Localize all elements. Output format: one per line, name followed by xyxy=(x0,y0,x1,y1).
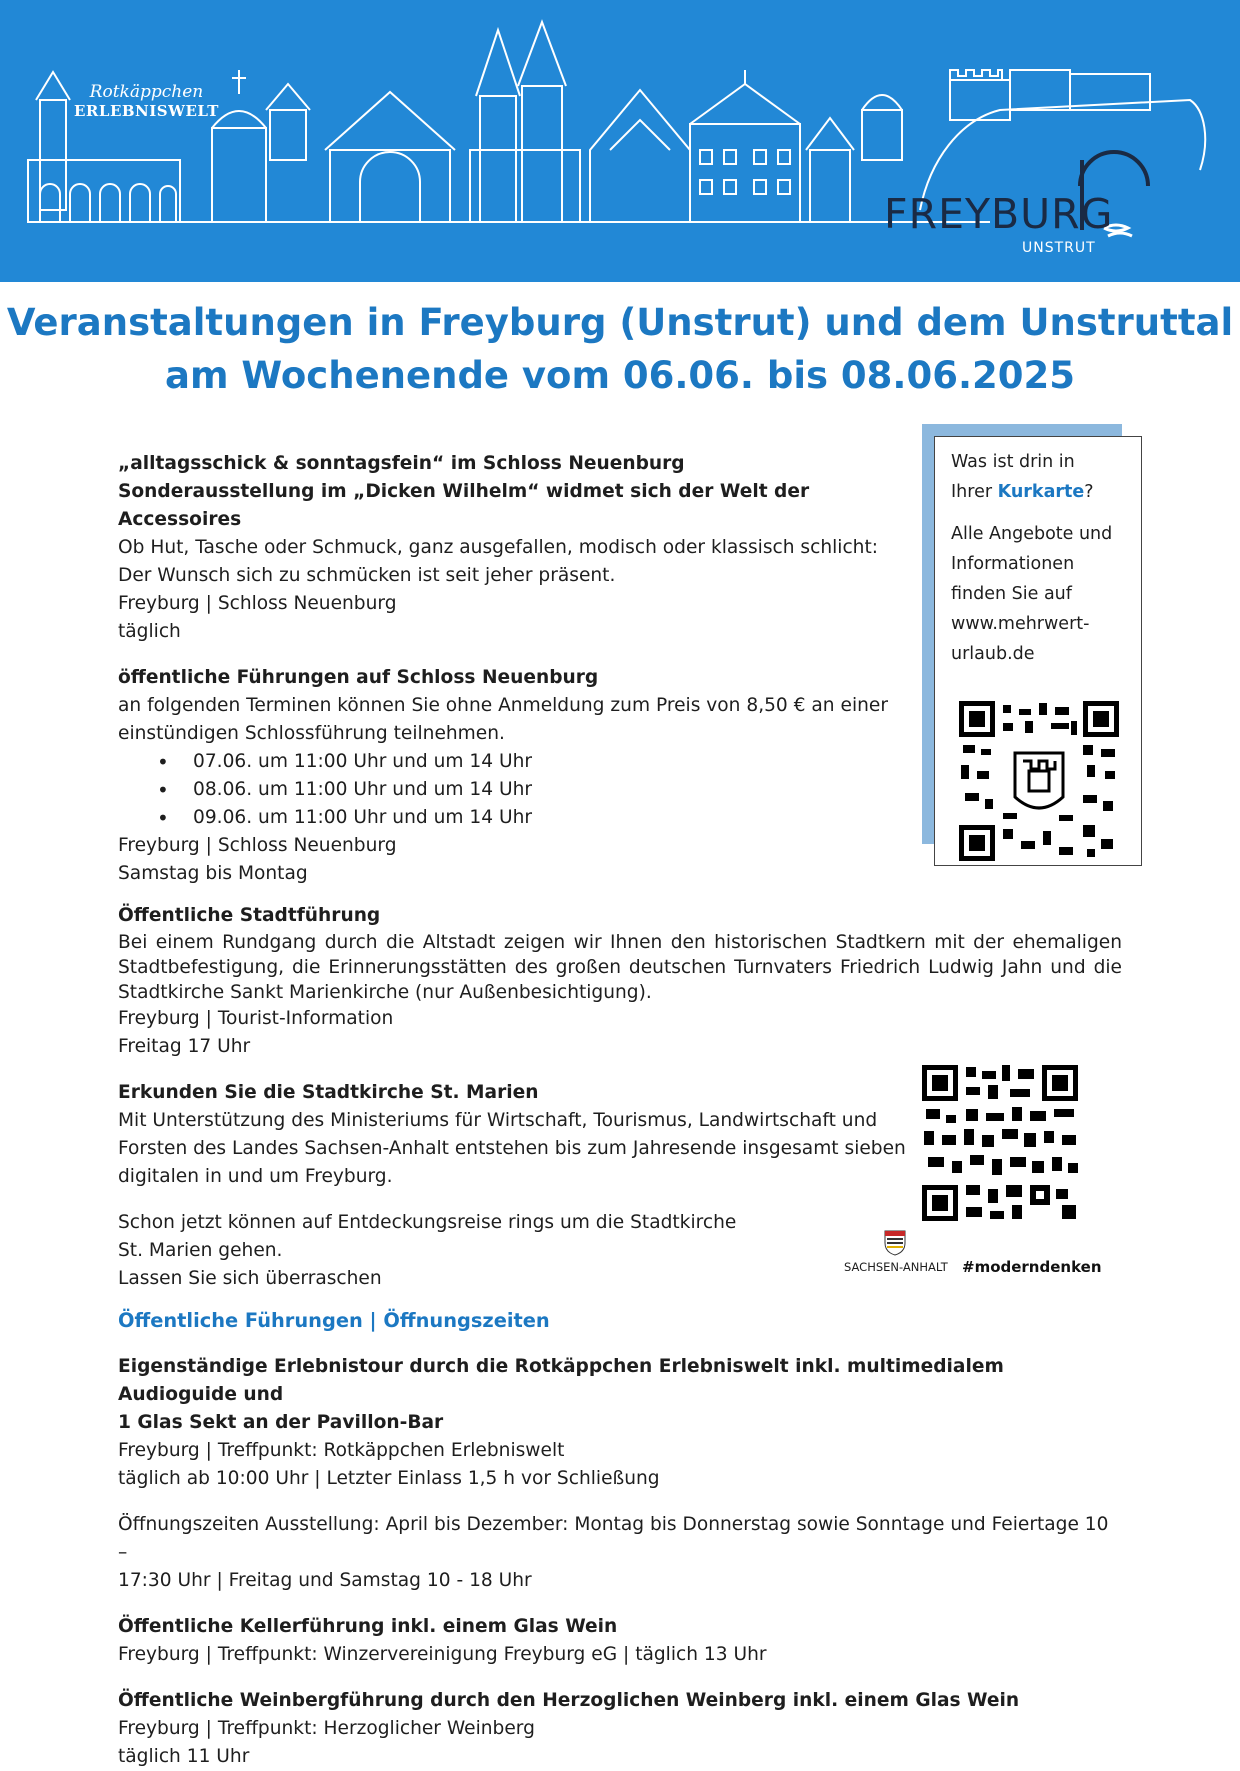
opening-hours-text: 17:30 Uhr | Freitag und Samstag 10 - 18 Uhr xyxy=(118,1570,532,1591)
event-text: Schon jetzt können auf Entdeckungsreise rings um die Stadtkirche xyxy=(118,1212,737,1233)
sachsen-anhalt-label: SACHSEN-ANHALT xyxy=(844,1260,948,1274)
event-text: digitalen in und um Freyburg. xyxy=(118,1166,393,1187)
opening-hours xyxy=(118,1511,1122,1595)
rotkaeppchen-script-label: Rotkäppchen xyxy=(89,82,204,102)
page-title xyxy=(0,296,1240,402)
kurkarte-line: Was ist drin in xyxy=(951,452,1075,472)
event-time: Freitag 17 Uhr xyxy=(118,1036,251,1057)
event-schloss-fuehrungen xyxy=(118,664,918,888)
section-heading: Öffentliche Führungen | Öffnungszeiten xyxy=(118,1309,550,1332)
page-title-line-1: Veranstaltungen in Freyburg (Unstrut) und dem Unstruttal xyxy=(6,301,1234,344)
event-place: Freyburg | Treffpunkt: Herzoglicher Weinberg xyxy=(118,1718,535,1739)
event-time: täglich 11 Uhr xyxy=(118,1746,250,1767)
event-stadtfuehrung xyxy=(118,902,1122,1061)
coat-of-arms-icon xyxy=(884,1230,906,1256)
event-erlebnistour xyxy=(118,1353,1122,1493)
moderndenken-hashtag: #moderndenken xyxy=(962,1258,1102,1276)
kurkarte-line: Informationen xyxy=(951,554,1075,574)
event-title: Öffentliche Weinbergführung durch den Herzoglichen Weinberg inkl. einem Glas Wein xyxy=(118,1690,1020,1711)
event-title: öffentliche Führungen auf Schloss Neuenburg xyxy=(118,667,599,688)
event-schloss-ausstellung xyxy=(118,450,918,646)
event-text: Lassen Sie sich überraschen xyxy=(118,1268,382,1289)
event-place: Freyburg | Tourist-Information xyxy=(118,1008,394,1029)
event-time: täglich xyxy=(118,621,181,642)
header-banner xyxy=(0,0,1240,282)
event-title: Öffentliche Stadtführung xyxy=(118,905,381,926)
erlebniswelt-label: ERLEBNISWELT xyxy=(74,102,219,120)
event-date-list xyxy=(118,748,918,832)
qr-code-icon[interactable] xyxy=(922,1065,1078,1221)
freyburg-logo xyxy=(884,190,1114,256)
event-stadtkirche xyxy=(118,1079,918,1293)
event-place: Freyburg | Schloss Neuenburg xyxy=(118,835,397,856)
event-subtitle: Sonderausstellung im „Dicken Wilhelm“ widmet sich der Welt der Accessoires xyxy=(118,481,810,530)
event-title: Erkunden Sie die Stadtkirche St. Marien xyxy=(118,1082,539,1103)
event-title: 1 Glas Sekt an der Pavillon-Bar xyxy=(118,1412,444,1433)
kurkarte-url[interactable]: www.mehrwert- xyxy=(951,614,1090,634)
event-text: an folgenden Terminen können Sie ohne Anmeldung zum Preis von 8,50 € an einer xyxy=(118,695,888,716)
page-title-line-2: am Wochenende vom 06.06. bis 08.06.2025 xyxy=(164,354,1075,397)
opening-hours-text: Öffnungszeiten Ausstellung: April bis Dezember: Montag bis Donnerstag sowie Sonntage und Feiertage 10 – xyxy=(118,1514,1109,1563)
event-text: einstündigen Schlossführung teilnehmen. xyxy=(118,723,505,744)
kurkarte-url[interactable]: urlaub.de xyxy=(951,644,1035,664)
kurkarte-link[interactable]: Kurkarte xyxy=(997,482,1085,502)
kurkarte-line: Alle Angebote und xyxy=(951,524,1113,544)
event-title: „alltagsschick & sonntagsfein“ im Schloss Neuenburg xyxy=(118,453,685,474)
event-place: Freyburg | Treffpunkt: Winzervereinigung Freyburg eG | täglich 13 Uhr xyxy=(118,1644,767,1665)
event-date-item: • 07.06. um 11:00 Uhr und um 14 Uhr xyxy=(193,748,918,776)
event-text: Bei einem Rundgang durch die Altstadt zeigen wir Ihnen den historischen Stadtkern mit der ehemaligen Stadtbefestigung, die Erinnerungsstätten des großen deutschen Turnvaters Friedrich Ludwig Jahn und die Stadtkirche Sankt Marienkirche (nur Außenbesichtigung). xyxy=(118,932,1122,1003)
event-time: Samstag bis Montag xyxy=(118,863,308,884)
event-title: Eigenständige Erlebnistour durch die Rotkäppchen Erlebniswelt inkl. multimedialem Audioguide und xyxy=(118,1356,1004,1405)
kurkarte-line: finden Sie auf xyxy=(951,584,1072,604)
event-title: Öffentliche Kellerführung inkl. einem Glas Wein xyxy=(118,1616,618,1637)
unstrut-wordmark: UNSTRUT xyxy=(1022,240,1096,256)
event-text: Ob Hut, Tasche oder Schmuck, ganz ausgefallen, modisch oder klassisch schlicht: xyxy=(118,537,879,558)
event-place: Freyburg | Schloss Neuenburg xyxy=(118,593,397,614)
event-place: Freyburg | Treffpunkt: Rotkäppchen Erlebniswelt xyxy=(118,1440,565,1461)
event-weinbergfuehrung xyxy=(118,1687,1122,1771)
event-kellerfuehrung xyxy=(118,1613,1122,1669)
event-text: Der Wunsch sich zu schmücken ist seit jeher präsent. xyxy=(118,565,616,586)
event-text: Forsten des Landes Sachsen-Anhalt entstehen bis zum Jahresende insgesamt sieben xyxy=(118,1138,906,1159)
event-text: St. Marien gehen. xyxy=(118,1240,283,1261)
rotkaeppchen-logo xyxy=(74,82,219,120)
kurkarte-text: ? xyxy=(1084,482,1094,502)
event-date-item: • 08.06. um 11:00 Uhr und um 14 Uhr xyxy=(193,776,918,804)
event-time: täglich ab 10:00 Uhr | Letzter Einlass 1,5 h vor Schließung xyxy=(118,1468,660,1489)
event-text: Mit Unterstützung des Ministeriums für Wirtschaft, Tourismus, Landwirtschaft und xyxy=(118,1110,878,1131)
freyburg-wordmark: FREYBURG xyxy=(884,190,1114,238)
kurkarte-text: Ihrer xyxy=(951,482,998,502)
event-date-item: • 09.06. um 11:00 Uhr und um 14 Uhr xyxy=(193,804,918,832)
